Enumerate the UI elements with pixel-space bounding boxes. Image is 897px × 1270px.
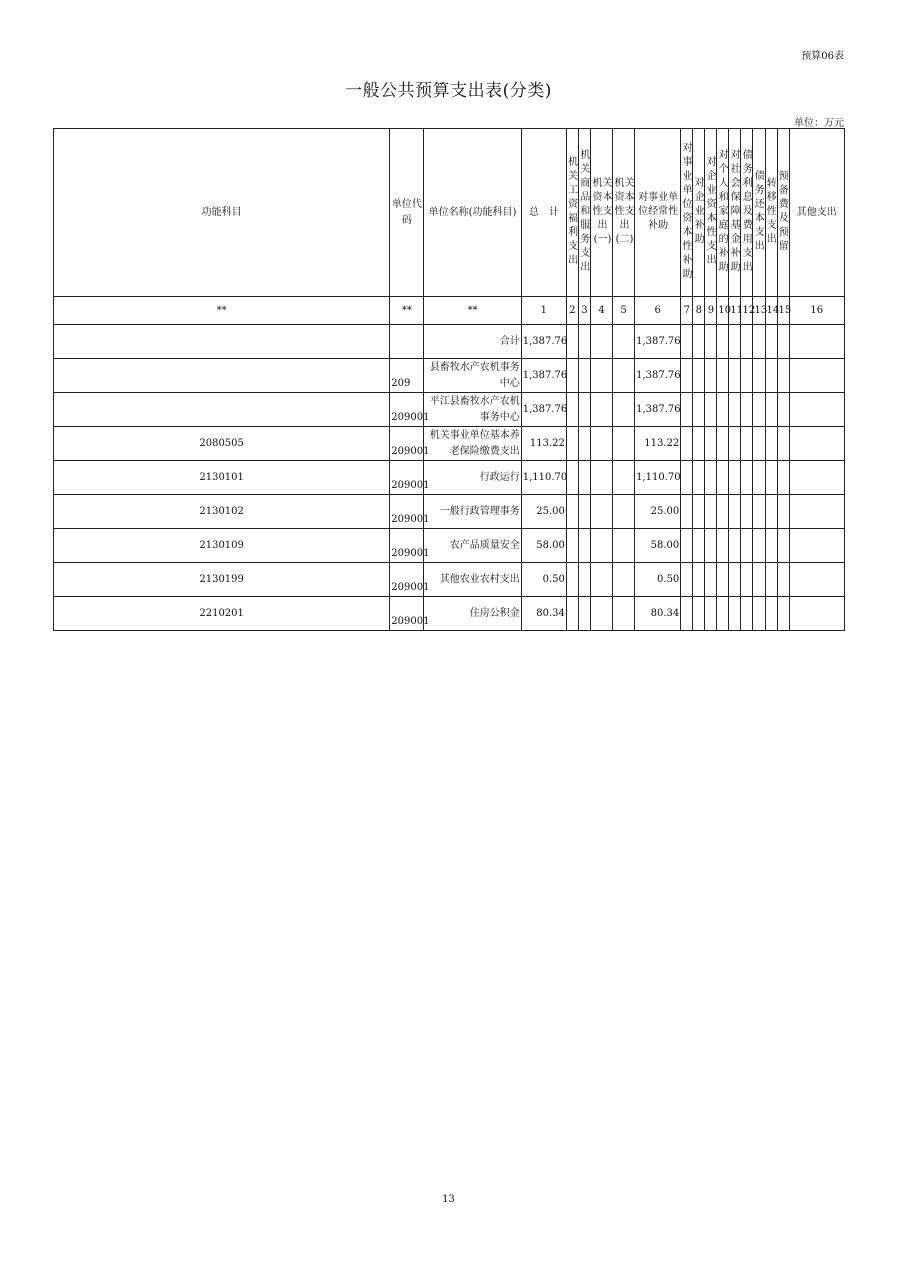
header-col-6: 对事业单位经常性补助 bbox=[635, 129, 681, 297]
empty-cell bbox=[753, 427, 765, 461]
empty-cell bbox=[717, 563, 729, 597]
empty-cell bbox=[693, 563, 705, 597]
header-col-3: 机关商品和服务支出 bbox=[578, 129, 590, 297]
empty-cell bbox=[789, 495, 844, 529]
page-title: 一般公共预算支出表(分类) bbox=[345, 81, 552, 101]
total-cell: 80.34 bbox=[521, 597, 566, 631]
institution-subsidy-cell: 1,110.70 bbox=[635, 461, 681, 495]
empty-cell bbox=[741, 461, 753, 495]
index-cell: 6 bbox=[635, 297, 681, 325]
empty-cell bbox=[693, 495, 705, 529]
empty-cell bbox=[590, 563, 612, 597]
header-col-10: 对个人和家庭的补助 bbox=[717, 129, 729, 297]
unit-name-cell: 行政运行 bbox=[424, 461, 521, 495]
empty-cell bbox=[590, 495, 612, 529]
empty-cell bbox=[613, 495, 635, 529]
empty-cell bbox=[693, 359, 705, 393]
empty-cell bbox=[765, 495, 777, 529]
empty-cell bbox=[753, 359, 765, 393]
unit-code-cell: 209 bbox=[390, 359, 424, 393]
empty-cell bbox=[789, 563, 844, 597]
empty-cell bbox=[729, 359, 741, 393]
empty-cell bbox=[590, 325, 612, 359]
unit-name-cell: 住房公积金 bbox=[424, 597, 521, 631]
empty-cell bbox=[777, 495, 789, 529]
empty-cell bbox=[753, 461, 765, 495]
institution-subsidy-cell: 113.22 bbox=[635, 427, 681, 461]
empty-cell bbox=[590, 359, 612, 393]
function-code-cell: 2130102 bbox=[54, 495, 390, 529]
empty-cell bbox=[613, 325, 635, 359]
unit-name-cell: 一般行政管理事务 bbox=[424, 495, 521, 529]
empty-cell bbox=[717, 325, 729, 359]
empty-cell bbox=[566, 427, 578, 461]
empty-cell bbox=[777, 529, 789, 563]
unit-name-cell: 合计 bbox=[424, 325, 521, 359]
empty-cell bbox=[566, 597, 578, 631]
empty-cell bbox=[705, 563, 717, 597]
empty-cell bbox=[566, 393, 578, 427]
institution-subsidy-cell: 58.00 bbox=[635, 529, 681, 563]
empty-cell bbox=[729, 393, 741, 427]
empty-cell bbox=[777, 427, 789, 461]
function-code-cell bbox=[54, 393, 390, 427]
empty-cell bbox=[578, 529, 590, 563]
table-row bbox=[54, 427, 845, 461]
empty-cell bbox=[613, 529, 635, 563]
index-cell: 3 bbox=[578, 297, 590, 325]
empty-cell bbox=[753, 529, 765, 563]
table-row bbox=[54, 359, 845, 393]
index-cell: ** bbox=[54, 297, 390, 325]
function-code-cell bbox=[54, 359, 390, 393]
empty-cell bbox=[693, 597, 705, 631]
empty-cell bbox=[717, 393, 729, 427]
empty-cell bbox=[741, 495, 753, 529]
empty-cell bbox=[741, 563, 753, 597]
empty-cell bbox=[729, 495, 741, 529]
total-cell: 1,387.76 bbox=[521, 359, 566, 393]
header-col-9: 对企业资本性支出 bbox=[705, 129, 717, 297]
index-cell: 12 bbox=[741, 297, 753, 325]
empty-cell bbox=[765, 325, 777, 359]
total-cell: 1,387.76 bbox=[521, 325, 566, 359]
empty-cell bbox=[693, 461, 705, 495]
empty-cell bbox=[765, 597, 777, 631]
empty-cell bbox=[705, 325, 717, 359]
index-cell: 2 bbox=[566, 297, 578, 325]
header-total: 总 计 bbox=[521, 129, 566, 297]
header-unit-name: 单位名称(功能科目) bbox=[424, 129, 521, 297]
table-row bbox=[54, 529, 845, 563]
index-cell: ** bbox=[390, 297, 424, 325]
empty-cell bbox=[741, 325, 753, 359]
header-col-5: 机关资本性支出(二) bbox=[613, 129, 635, 297]
empty-cell bbox=[566, 359, 578, 393]
empty-cell bbox=[681, 325, 693, 359]
header-col-4: 机关资本性支出(一) bbox=[590, 129, 612, 297]
function-code-cell: 2130101 bbox=[54, 461, 390, 495]
total-cell: 58.00 bbox=[521, 529, 566, 563]
table-row bbox=[54, 325, 845, 359]
empty-cell bbox=[578, 563, 590, 597]
empty-cell bbox=[705, 529, 717, 563]
header-col-12: 债务利息及费用支出 bbox=[741, 129, 753, 297]
empty-cell bbox=[729, 461, 741, 495]
empty-cell bbox=[717, 597, 729, 631]
empty-cell bbox=[578, 461, 590, 495]
empty-cell bbox=[590, 597, 612, 631]
empty-cell bbox=[789, 529, 844, 563]
institution-subsidy-cell: 1,387.76 bbox=[635, 325, 681, 359]
institution-subsidy-cell: 1,387.76 bbox=[635, 359, 681, 393]
unit-name-cell: 平江县畜牧水产农机事务中心 bbox=[424, 393, 521, 427]
empty-cell bbox=[566, 325, 578, 359]
empty-cell bbox=[681, 597, 693, 631]
unit-code-cell: 209001 bbox=[390, 563, 424, 597]
empty-cell bbox=[753, 393, 765, 427]
unit-label: 单位：万元 bbox=[794, 118, 844, 129]
empty-cell bbox=[705, 461, 717, 495]
empty-cell bbox=[590, 393, 612, 427]
empty-cell bbox=[681, 427, 693, 461]
total-cell: 1,110.70 bbox=[521, 461, 566, 495]
total-cell: 0.50 bbox=[521, 563, 566, 597]
empty-cell bbox=[705, 495, 717, 529]
empty-cell bbox=[705, 597, 717, 631]
empty-cell bbox=[681, 529, 693, 563]
empty-cell bbox=[566, 495, 578, 529]
empty-cell bbox=[753, 325, 765, 359]
unit-code-cell: 209001 bbox=[390, 393, 424, 427]
empty-cell bbox=[789, 597, 844, 631]
empty-cell bbox=[753, 597, 765, 631]
institution-subsidy-cell: 80.34 bbox=[635, 597, 681, 631]
empty-cell bbox=[765, 427, 777, 461]
empty-cell bbox=[693, 427, 705, 461]
budget-table bbox=[53, 128, 845, 631]
empty-cell bbox=[765, 529, 777, 563]
index-cell: 8 bbox=[693, 297, 705, 325]
header-col-2: 机关工资福利支出 bbox=[566, 129, 578, 297]
empty-cell bbox=[566, 563, 578, 597]
unit-name-cell: 其他农业农村支出 bbox=[424, 563, 521, 597]
unit-code-cell: 209001 bbox=[390, 495, 424, 529]
header-function-subject: 功能科目 bbox=[54, 129, 390, 297]
empty-cell bbox=[789, 359, 844, 393]
header-row bbox=[54, 129, 845, 297]
table-row bbox=[54, 461, 845, 495]
unit-code-cell: 209001 bbox=[390, 461, 424, 495]
empty-cell bbox=[753, 495, 765, 529]
empty-cell bbox=[578, 495, 590, 529]
empty-cell bbox=[777, 359, 789, 393]
empty-cell bbox=[741, 597, 753, 631]
empty-cell bbox=[613, 597, 635, 631]
empty-cell bbox=[789, 427, 844, 461]
index-cell: 16 bbox=[789, 297, 844, 325]
empty-cell bbox=[717, 495, 729, 529]
page-number: 13 bbox=[442, 1194, 455, 1205]
index-cell: 5 bbox=[613, 297, 635, 325]
index-cell: ** bbox=[424, 297, 521, 325]
unit-code-cell bbox=[390, 325, 424, 359]
institution-subsidy-cell: 0.50 bbox=[635, 563, 681, 597]
empty-cell bbox=[729, 427, 741, 461]
empty-cell bbox=[578, 359, 590, 393]
empty-cell bbox=[613, 359, 635, 393]
empty-cell bbox=[765, 393, 777, 427]
empty-cell bbox=[765, 461, 777, 495]
empty-cell bbox=[777, 563, 789, 597]
empty-cell bbox=[566, 529, 578, 563]
empty-cell bbox=[777, 325, 789, 359]
empty-cell bbox=[613, 563, 635, 597]
index-cell: 10 bbox=[717, 297, 729, 325]
empty-cell bbox=[717, 427, 729, 461]
empty-cell bbox=[729, 563, 741, 597]
empty-cell bbox=[741, 359, 753, 393]
function-code-cell: 2080505 bbox=[54, 427, 390, 461]
empty-cell bbox=[681, 563, 693, 597]
empty-cell bbox=[729, 325, 741, 359]
table-row bbox=[54, 563, 845, 597]
unit-name-cell: 机关事业单位基本养老保险缴费支出 bbox=[424, 427, 521, 461]
empty-cell bbox=[693, 393, 705, 427]
empty-cell bbox=[717, 359, 729, 393]
header-col-8: 对企业补助 bbox=[693, 129, 705, 297]
function-code-cell bbox=[54, 325, 390, 359]
table-row bbox=[54, 597, 845, 631]
empty-cell bbox=[777, 597, 789, 631]
institution-subsidy-cell: 25.00 bbox=[635, 495, 681, 529]
empty-cell bbox=[717, 461, 729, 495]
index-cell: 13 bbox=[753, 297, 765, 325]
empty-cell bbox=[741, 529, 753, 563]
index-cell: 9 bbox=[705, 297, 717, 325]
empty-cell bbox=[705, 359, 717, 393]
empty-cell bbox=[613, 393, 635, 427]
header-other-expenditure: 其他支出 bbox=[789, 129, 844, 297]
empty-cell bbox=[705, 427, 717, 461]
unit-name-cell: 县畜牧水产农机事务中心 bbox=[424, 359, 521, 393]
empty-cell bbox=[705, 393, 717, 427]
index-row bbox=[54, 297, 845, 325]
empty-cell bbox=[578, 597, 590, 631]
header-col-11: 对社会保障基金补助 bbox=[729, 129, 741, 297]
empty-cell bbox=[578, 427, 590, 461]
unit-code-cell: 209001 bbox=[390, 597, 424, 631]
empty-cell bbox=[729, 597, 741, 631]
table-row bbox=[54, 495, 845, 529]
header-col-14: 转移性支出 bbox=[765, 129, 777, 297]
empty-cell bbox=[789, 461, 844, 495]
index-cell: 14 bbox=[765, 297, 777, 325]
header-col-15: 预备费及预留 bbox=[777, 129, 789, 297]
index-cell: 4 bbox=[590, 297, 612, 325]
index-cell: 11 bbox=[729, 297, 741, 325]
empty-cell bbox=[578, 393, 590, 427]
empty-cell bbox=[789, 393, 844, 427]
unit-code-cell: 209001 bbox=[390, 427, 424, 461]
institution-subsidy-cell: 1,387.76 bbox=[635, 393, 681, 427]
empty-cell bbox=[717, 529, 729, 563]
header-unit-code: 单位代码 bbox=[390, 129, 424, 297]
empty-cell bbox=[578, 325, 590, 359]
function-code-cell: 2210201 bbox=[54, 597, 390, 631]
empty-cell bbox=[729, 529, 741, 563]
empty-cell bbox=[777, 393, 789, 427]
empty-cell bbox=[590, 461, 612, 495]
total-cell: 1,387.76 bbox=[521, 393, 566, 427]
index-cell: 15 bbox=[777, 297, 789, 325]
empty-cell bbox=[777, 461, 789, 495]
form-number: 预算06表 bbox=[801, 51, 844, 62]
table-row bbox=[54, 393, 845, 427]
empty-cell bbox=[693, 529, 705, 563]
empty-cell bbox=[693, 325, 705, 359]
empty-cell bbox=[681, 359, 693, 393]
header-col-7: 对事业单位资本性补助 bbox=[681, 129, 693, 297]
empty-cell bbox=[765, 563, 777, 597]
empty-cell bbox=[789, 325, 844, 359]
empty-cell bbox=[681, 461, 693, 495]
empty-cell bbox=[613, 461, 635, 495]
empty-cell bbox=[590, 427, 612, 461]
empty-cell bbox=[741, 427, 753, 461]
total-cell: 25.00 bbox=[521, 495, 566, 529]
empty-cell bbox=[590, 529, 612, 563]
total-cell: 113.22 bbox=[521, 427, 566, 461]
empty-cell bbox=[681, 393, 693, 427]
empty-cell bbox=[681, 495, 693, 529]
header-col-13: 债务还本支出 bbox=[753, 129, 765, 297]
empty-cell bbox=[566, 461, 578, 495]
function-code-cell: 2130199 bbox=[54, 563, 390, 597]
empty-cell bbox=[753, 563, 765, 597]
index-cell: 1 bbox=[521, 297, 566, 325]
empty-cell bbox=[765, 359, 777, 393]
unit-name-cell: 农产品质量安全 bbox=[424, 529, 521, 563]
empty-cell bbox=[741, 393, 753, 427]
unit-code-cell: 209001 bbox=[390, 529, 424, 563]
data-rows bbox=[54, 325, 845, 631]
empty-cell bbox=[613, 427, 635, 461]
index-cell: 7 bbox=[681, 297, 693, 325]
function-code-cell: 2130109 bbox=[54, 529, 390, 563]
